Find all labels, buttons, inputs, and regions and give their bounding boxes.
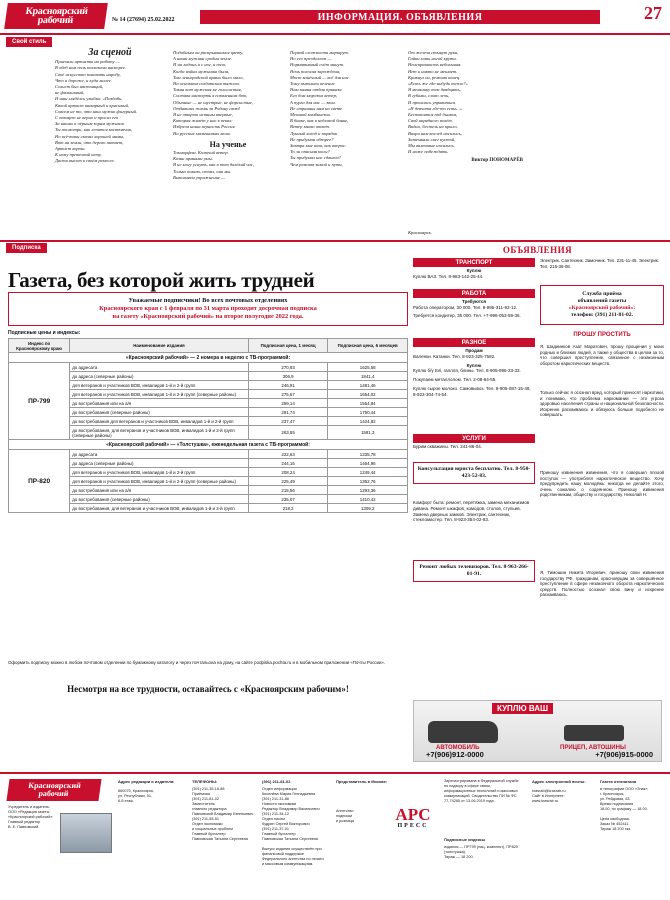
poem-line: «Есть же где-нибудь тепло?» xyxy=(408,81,468,87)
poem-line: Обычные — не шустрые, не форсистые, xyxy=(173,99,254,105)
footer-phones[interactable]: (391) 211-35-16-88 Приёмная (391) 211-81-02 Заместитель главного редактора Павловский Владимир Евгеньевич (391) 211-55-51 Отдел экономики и социальных проблем Главный бухгалтер Павловская Татьяна Сергеевна xyxy=(192,787,254,841)
row-price-6m: 1625,58 xyxy=(328,363,408,372)
table-caption: Подписные цены и индексы: xyxy=(8,330,81,336)
issue-number: № 14 (27694) 25.02.2022 xyxy=(112,17,175,23)
poem-line: Гайки хоть ногой крути. xyxy=(408,56,457,62)
footer-dept-head[interactable]: (391) 211-81-02 xyxy=(262,779,291,784)
ads-services-block xyxy=(413,444,535,450)
row-price-1m: 225,49 xyxy=(248,477,328,486)
footer-phones-head: ТЕЛЕФОНЫ: xyxy=(192,779,218,784)
row-price-6m: 1424,82 xyxy=(328,417,408,426)
ad-text[interactable]: Куплю ВАЗ. Тел. 8-983-142-25-44. xyxy=(413,273,484,279)
poem-line: Своё искусство показать народу, xyxy=(55,71,121,77)
poem-line: Только помню, стоял, она мы. xyxy=(173,168,232,174)
footer-building-photo xyxy=(60,813,112,853)
car-ad-phone-left[interactable]: +7(906)912-0000 xyxy=(426,750,484,759)
service-desk-l4[interactable]: телефон: (391) 211-81-02. xyxy=(571,312,633,318)
poem-line: Дасти высот в своём ремесле. xyxy=(55,158,115,164)
row-price-6m: 1309,2 xyxy=(328,504,408,513)
poem-line: Совсем не то, что наш мужик фигурный. xyxy=(55,108,138,114)
row-price-6m: 1464,96 xyxy=(328,459,408,468)
poem-line: Какой артист шикарный и красивый, xyxy=(55,102,130,108)
footer-logo-l2: рабочий xyxy=(37,789,70,798)
ads-col3-electric[interactable]: Электрик. Сантехник. Замочник. Тел. 231-11-45. Электрик. Тел. 215-36-08. xyxy=(540,258,659,269)
row-name: до востребования для ветеранов и участников ВОВ, инвалидов 1-й и 2-й групп xyxy=(70,417,249,426)
row-name: для ветеранов и участников ВОВ, инвалидов 1-й и 2-й групп xyxy=(70,468,249,477)
masthead-logo-line2: рабочий xyxy=(36,15,74,26)
service-desk-l3: «Красноярский рабочий»: xyxy=(568,305,636,311)
poem-line: Состава настерть в плюменном бою, xyxy=(173,93,248,99)
ads-category-transport: ТРАНСПОРТ xyxy=(413,258,535,267)
forgiveness-3: Приношу извинения извинения, что я совершил плохой поступок — употреблял наркотическое вещество. Хочу предупредить нашу молодёжь: никогда не делайте этого, очень сожалею о содеянном. Приношу извинения родственникам, обществу и государству. Николай Н. xyxy=(540,470,664,498)
poem-line: Артист хорош. xyxy=(55,146,86,152)
poem-line: Завтра мне наш, как вопрос: xyxy=(290,143,347,149)
ad-box-service-desk xyxy=(540,285,664,325)
row-price-1m: 244,16 xyxy=(248,459,328,468)
row-price-6m: 1654,02 xyxy=(328,390,408,399)
row-price-6m: 1841,4 xyxy=(328,372,408,381)
row-name: до адресата xyxy=(70,450,249,459)
footer-address: 660075, Красноярск, ул. Республики, 51, 6-й этаж. xyxy=(118,789,155,803)
row-name: для ветеранов и участников ВОВ, инвалидов 1-й и 2-й групп xyxy=(70,381,249,390)
callout-line-2: Красноярского края с 1 февраля по 31 марта проходит досрочная подписка xyxy=(99,305,317,312)
poem-line: В банке, как в неделкой банке, xyxy=(290,118,349,124)
masthead-rule xyxy=(0,33,670,35)
section-band: ИНФОРМАЦИЯ. ОБЪЯВЛЕНИЯ xyxy=(200,10,600,24)
poem-subtitle: На ученье xyxy=(209,139,247,149)
poem-line: За наших к чёрным зорям мужиков. xyxy=(55,121,125,127)
footer-ars-note: Агентство подписки и розницы xyxy=(336,809,355,823)
poem-line: Приехали артисты на работу — xyxy=(55,59,120,65)
poem-line: А пурга для нас — звон. xyxy=(290,99,336,105)
row-price-1m: 215,56 xyxy=(248,486,328,495)
row-name: до адреса (северные районы) xyxy=(70,372,249,381)
poem-line: Там лениградской армии было мало, xyxy=(173,74,244,80)
row-price-6m: 1750,44 xyxy=(328,408,408,417)
poem-line: Тому выполнен веление xyxy=(290,81,335,87)
row-name: до адресата xyxy=(70,363,249,372)
footer-logo-l1: Красноярский xyxy=(27,781,82,790)
poem-line: Вот на земли, что дерево питает, xyxy=(55,139,124,145)
poem-line: В обед ном поль колхозном наскорее. xyxy=(55,65,127,71)
ads-category-work: РАБОТА xyxy=(413,289,535,298)
ad-text[interactable]: Требуется кондитер, 35 000. Тел. +7-996-053-59-36. xyxy=(413,312,521,318)
row-name: до востребования (северные районы) xyxy=(70,408,249,417)
poem-title: За сценой xyxy=(88,47,132,58)
poem-line: И прошлось управиться xyxy=(408,99,456,105)
poem-line: Козни армиями умы. xyxy=(173,156,213,162)
poem-line: Солист был настоящий, xyxy=(55,84,104,90)
group1-header: «Красноярский рабочий» — 2 номера в неделю с ТВ-программой: xyxy=(9,353,408,363)
ad-text[interactable]: Валенки. Катанки. Тел. 8-923-325-7582. xyxy=(413,353,496,359)
ad-text[interactable]: Бурим скважины. Тел. 241-86-04. xyxy=(413,444,482,449)
tag-own-style: Свой стиль xyxy=(6,37,52,47)
forgiveness-2: Только сейчас я осознал вред, который приносят наркотики, и понимаю, что проблема наркомании — это угроза здоровью населения страны и национальной безопасности. Искренне раскаиваюсь и обязуюсь больше подобного не совершать. xyxy=(540,390,664,418)
poem-line: Не страшны нам на свете xyxy=(290,105,343,111)
service-desk-l1: Служба приёма xyxy=(582,291,622,297)
poem-line: Я не могу уснуть, как в тот далёкий час, xyxy=(173,162,255,168)
poem-line: То ли опасная косы? xyxy=(290,149,330,155)
row-price-1m: 246,91 xyxy=(248,381,328,390)
ads-transport-block xyxy=(413,268,535,280)
footer-site[interactable]: krasrab@krasrab.ru Сайт в Интернете: www.krasrab.ru xyxy=(532,789,566,803)
poem-line: Свой нарядного полёт. xyxy=(408,118,453,124)
table-group-header xyxy=(9,353,408,363)
row-price-6m: 1352,76 xyxy=(328,477,408,486)
poem-line: Нормативный счёт минут. xyxy=(290,62,345,68)
car-ad-label-left: АВТОМОБИЛЬ xyxy=(436,745,480,751)
poem-line: Но его преодолеем — xyxy=(290,56,332,62)
poem-line: Ночь полосая зарождена, xyxy=(290,68,341,74)
poem-line: Ветер мягко ответ. xyxy=(290,124,330,130)
poem-line: И ноже побеждать. xyxy=(408,149,449,155)
footer-print-head: Газета отпечатана xyxy=(600,779,637,784)
group1-index: ПР-799 xyxy=(9,363,70,440)
col-index: Индекс по Красноярскому краю xyxy=(9,339,70,353)
page-title: Газета, без которой жить трудней xyxy=(8,268,315,292)
poem-line: Мост конёчный — всё для нас. xyxy=(290,74,350,80)
ars-logo-a: АРС xyxy=(395,805,431,824)
poem-line: С певицею не верно и просил его xyxy=(55,115,119,121)
poem-line: Ты придумал нас сдвигал? xyxy=(290,155,341,161)
group2-header: «Красноярский рабочий» — «Толстушка», еженедельная газета с ТВ-программой: xyxy=(9,440,408,450)
footer-print: в типографии ООО «Знак», г. Красноярск, ул. Рейдовая, 63. Время подписания 18.00, по графику — 18.00. Цена свободная. Заказ № 452411. Тираж 18 200 экз. xyxy=(600,787,649,831)
ad-subhead: Продам xyxy=(465,348,483,353)
row-price-6m: 1293,36 xyxy=(328,486,408,495)
ad-text[interactable]: Куплю сырое молоко. Самовывоз. Тел. 8-905-087-15-49, 8-923-304-74-54. xyxy=(413,385,531,397)
forgiveness-title: ПРОШУ ПРОСТИТЬ xyxy=(573,332,631,338)
masthead-logo xyxy=(4,3,108,29)
poem-city: Красноярск. xyxy=(408,230,432,235)
car-ad-label-right: ПРИЦЕП, АВТОШИНЫ xyxy=(560,745,626,751)
footer-departments: Отдел информации Киселёва Мария Геннадьевна (391) 211-31-86 Новости экономики Редактор Владимир Васильевич (391) 211-34-12 Отдел писем Кудрин Сергей Викторович (391) 211-37-01 Главный бухгалтер Павловская Татьяна Сергеевна Выпуск издания осуществлён при финансовой поддержке Федерального агентства по печати и массовым коммуникациям. xyxy=(262,787,324,866)
footer-registration: Зарегистрирована в Федеральной службе по надзору в сфере связи, информационных технологий и массовых коммуникаций. Свидетельство ПИ № ФС 77-74265 от 13.06.2019 года. xyxy=(444,779,519,803)
group2-index: ПР-820 xyxy=(9,450,70,513)
row-price-1m: 291,74 xyxy=(248,408,328,417)
poem-line: Мы вахтовые носились. xyxy=(408,143,455,149)
poem-line: Которая живёт у нас в веках: xyxy=(173,118,233,124)
tag-subscription: Подписка xyxy=(6,243,47,253)
row-price-6m: 1481,46 xyxy=(328,381,408,390)
row-price-6m: 1335,78 xyxy=(328,450,408,459)
row-price-6m: 1249,44 xyxy=(328,468,408,477)
poem-line: Затемняли снег пустой, xyxy=(408,136,456,142)
footer-moscow-head: Представитель в Москве: xyxy=(336,779,388,784)
subscription-closing: Несмотря на все трудности, оставайтесь с «Красноярским рабочим»! xyxy=(67,684,349,694)
ad-subhead: Куплю xyxy=(466,362,482,368)
row-name: до востребования или на а/я xyxy=(70,486,249,495)
footer-founder: Учредитель и издатель: ООО «Редакция газеты «Красноярский рабочий». Главный редактор В. Е. Павловский. xyxy=(8,805,54,829)
poem-line: Подобным он раскрывшимся цвету, xyxy=(173,50,244,55)
poem-line: Меховой комбинезон. xyxy=(290,112,331,118)
ad-text[interactable]: Куплю б/у türi, гаплля, блины. Тел. 8-905-996-23-33. xyxy=(413,368,521,374)
poem-line: Когда война мужишка была, xyxy=(173,68,230,74)
ads-work-block xyxy=(413,299,535,318)
footer xyxy=(0,775,670,900)
table-row xyxy=(9,363,408,372)
ad-text[interactable]: Покупаем металлолом. Тел. 2-08-64-55. xyxy=(413,377,497,383)
car-ad-phone-right[interactable]: +7(906)915-0000 xyxy=(595,750,653,759)
row-name: до востребования (северные районы) xyxy=(70,495,249,504)
ad-subhead: Требуются xyxy=(462,299,486,304)
row-price-6m: 1410,42 xyxy=(328,495,408,504)
poem-line: Такая вот мужская не голосистая, xyxy=(173,87,242,93)
car-ad-title: КУПЛЮ ВАШ xyxy=(492,703,553,714)
row-name: до востребования или на а/я xyxy=(70,399,249,408)
row-price-1m: 275,67 xyxy=(248,390,328,399)
row-price-1m: 235,07 xyxy=(248,495,328,504)
car-illustration xyxy=(428,721,498,743)
poem-line: Не придуман обзорее? xyxy=(290,136,334,142)
poem-line: И на ладонь и с ног, и поло, xyxy=(173,62,227,68)
col-price-6m: Подписная цена, 6 месяцев xyxy=(328,339,408,353)
masthead xyxy=(0,0,670,34)
poem-line: Лунный холод и порядок xyxy=(290,130,338,136)
section-rule xyxy=(0,240,670,242)
page-number: 27 xyxy=(644,3,662,23)
poem-line: Неисправность небольшая. xyxy=(408,62,462,68)
poem-line: К нему претензий нету, xyxy=(55,152,102,158)
row-name: до востребования, для ветеранов и участников ВОВ, инвалидов 1-й и 2-й групп (северные районы) xyxy=(70,426,249,440)
car-purchase-ad[interactable] xyxy=(413,700,662,762)
row-price-6m: 1581,3 xyxy=(328,426,408,440)
poem-line: Отдавших жизнь за Родину свою! xyxy=(173,105,241,111)
ars-logo xyxy=(388,807,438,829)
row-price-1m: 218,2 xyxy=(248,504,328,513)
poem-column-3 xyxy=(290,50,400,168)
subscription-note: Оформить подписку можно в любом почтовом отделении по бумажному каталогу и через почтальона на дому, на сайте podpiska.pochta.ru и в мобильном приложении «Почты России». xyxy=(8,660,386,665)
table-row xyxy=(9,450,408,459)
row-price-1m: 263,55 xyxy=(248,426,328,440)
ad-text-furniture[interactable]: Комфорт быта: ремонт, перетяжка, замена механизмов дивана. Ремонт шкафов, комодов, столов, стульев. Замена дверных замков. Электрик, сантехник, стекломастер. Тел. 8-923-354-02-83. xyxy=(413,500,530,523)
poem-line: Первой сложности маршрут. xyxy=(290,50,350,55)
poem-line: Выполняем упражнение — xyxy=(173,174,226,180)
table-header-row xyxy=(9,339,408,353)
row-name: для ветеранов и участников ВОВ, инвалидов 1-й и 2-й групп (северные районы) xyxy=(70,477,249,486)
row-price-1m: 237,47 xyxy=(248,417,328,426)
poem-line: Видно, бестель на крыло. xyxy=(408,124,458,130)
poem-line: От железа стынут руки, xyxy=(408,50,459,55)
poem-line: Его дом морозом ветер, xyxy=(290,93,338,99)
ad-box-legal[interactable]: Консультация юриста бесплатно. Тел. 8-950-423-52-83. xyxy=(413,462,535,484)
poem-line: Но всё-таки сказал хорошей мамы, xyxy=(55,133,125,139)
poem-line: не фальшивый, xyxy=(55,90,85,96)
poem-line: Нам камня отдан приказа. xyxy=(290,87,343,93)
footer-index-head: Подписные индексы xyxy=(444,837,486,842)
subscription-callout xyxy=(8,292,408,326)
poem-line: На русских мальчишках моих. xyxy=(173,130,232,136)
poem-line: Чем ремонт зимой и пути, xyxy=(290,161,343,167)
poem-line: Нет и никто не мешает. xyxy=(408,68,458,74)
ads-category-services: УСЛУГИ xyxy=(413,434,535,443)
callout-line-3: на газету «Красноярский рабочий» на второе полугодие 2022 года. xyxy=(112,313,304,320)
poem-line: На основном солдатская тяжела. xyxy=(173,81,241,87)
poem-line: Токморфом. Колючий ветер. xyxy=(173,150,229,156)
poem-column-2 xyxy=(173,50,283,181)
row-name: до востребования, для ветеранов и участников ВОВ, инвалидов 1-й и 2-й групп xyxy=(70,504,249,513)
poem-line: Вихри нам вослед носились, xyxy=(408,130,462,136)
trailer-illustration xyxy=(564,725,624,741)
poem-line: Я не открою истины впервые, xyxy=(173,112,233,118)
poem-line: Крикнул он, ремонт конец: xyxy=(408,74,461,80)
forgiveness-1: Я, Шадиинков Азат Маратович, прошу прощения у моих родных и близких людей, а также у общества в целом за то, что совершил преступление, связанное с незаконным оборотом наркотических веществ. xyxy=(540,344,664,366)
row-price-1m: 270,93 xyxy=(248,363,328,372)
poem-line: «И девчата где-то есть...» xyxy=(408,105,463,111)
footer-index-text: издания — ПР799 (нац. комплект), ПР820 (толстушка). Тираж — 18 200. xyxy=(444,845,518,859)
callout-line-1: Уважаемые подписчики! Во всех почтовых отделениях xyxy=(128,297,288,304)
footer-logo xyxy=(6,779,101,801)
poem-line: Избрела наша верность Россия xyxy=(173,124,235,130)
col-name: Наименование издания xyxy=(70,339,249,353)
row-price-1m: 222,63 xyxy=(248,450,328,459)
row-name: для ветеранов и участников ВОВ, инвалидов 1-й и 2-й групп (северные районы) xyxy=(70,390,249,399)
row-price-1m: 306,9 xyxy=(248,372,328,381)
poem-line: Что и дороже, и куда милее. xyxy=(55,77,112,83)
row-name: до адреса (северные районы) xyxy=(70,459,249,468)
ads-title: ОБЪЯВЛЕНИЯ xyxy=(502,245,573,255)
poem-line: Ты посмотри, как лепится костюмчик, xyxy=(55,127,133,133)
ad-box-tv-repair[interactable]: Ремонт любых телевизоров. Тел. 8-963-266-01-91. xyxy=(413,560,535,582)
forgiveness-4: Я, Тимошин Никита Игоревич, приношу свои извинения государству РФ, гражданам, красноярцам за совершённое преступление в сфере незаконного оборота наркотических средств. Полностью осознал свою вину и искренне раскаиваюсь. xyxy=(540,570,664,598)
poem-column-1 xyxy=(55,47,165,165)
poem-line: Беспокоится под дымом, xyxy=(408,112,458,118)
poem-line: Я механику тем двадцать, xyxy=(408,87,461,93)
row-price-1m: 259,14 xyxy=(248,399,328,408)
poem-author: Виктор ПОНОМАРЁВ xyxy=(471,158,523,164)
ad-text[interactable]: Работа оператором, 30 000. Тел. 8-995-311-92-12. xyxy=(413,304,518,310)
col-price-1m: Подписная цена, 1 месяц xyxy=(248,339,328,353)
footer-rule xyxy=(0,772,670,774)
masthead-logo-line1: Красноярский xyxy=(24,6,89,17)
row-price-6m: 1554,84 xyxy=(328,399,408,408)
ads-category-misc: РАЗНОЕ xyxy=(413,338,535,347)
ars-logo-p: ПРЕСС xyxy=(397,823,429,829)
ads-misc-block xyxy=(413,348,535,398)
footer-site-head: Адрес электронной почты: xyxy=(532,779,586,784)
poem-line: А наши мужики сродни земле. xyxy=(173,56,233,62)
row-price-1m: 208,24 xyxy=(248,468,328,477)
poem-column-4 xyxy=(408,50,523,165)
ad-subhead: Куплю xyxy=(466,268,482,273)
service-desk-l2: объявлений газеты xyxy=(577,298,627,304)
footer-address-head: Адрес редакции и издателя: xyxy=(118,779,175,784)
poem-line: И наш глядёлсь улыбка: «Поздабь, xyxy=(55,96,123,102)
subscription-rates-table xyxy=(8,338,408,513)
table-group-header xyxy=(9,440,408,450)
poem-line: В губами, слово лечь, xyxy=(408,93,450,99)
